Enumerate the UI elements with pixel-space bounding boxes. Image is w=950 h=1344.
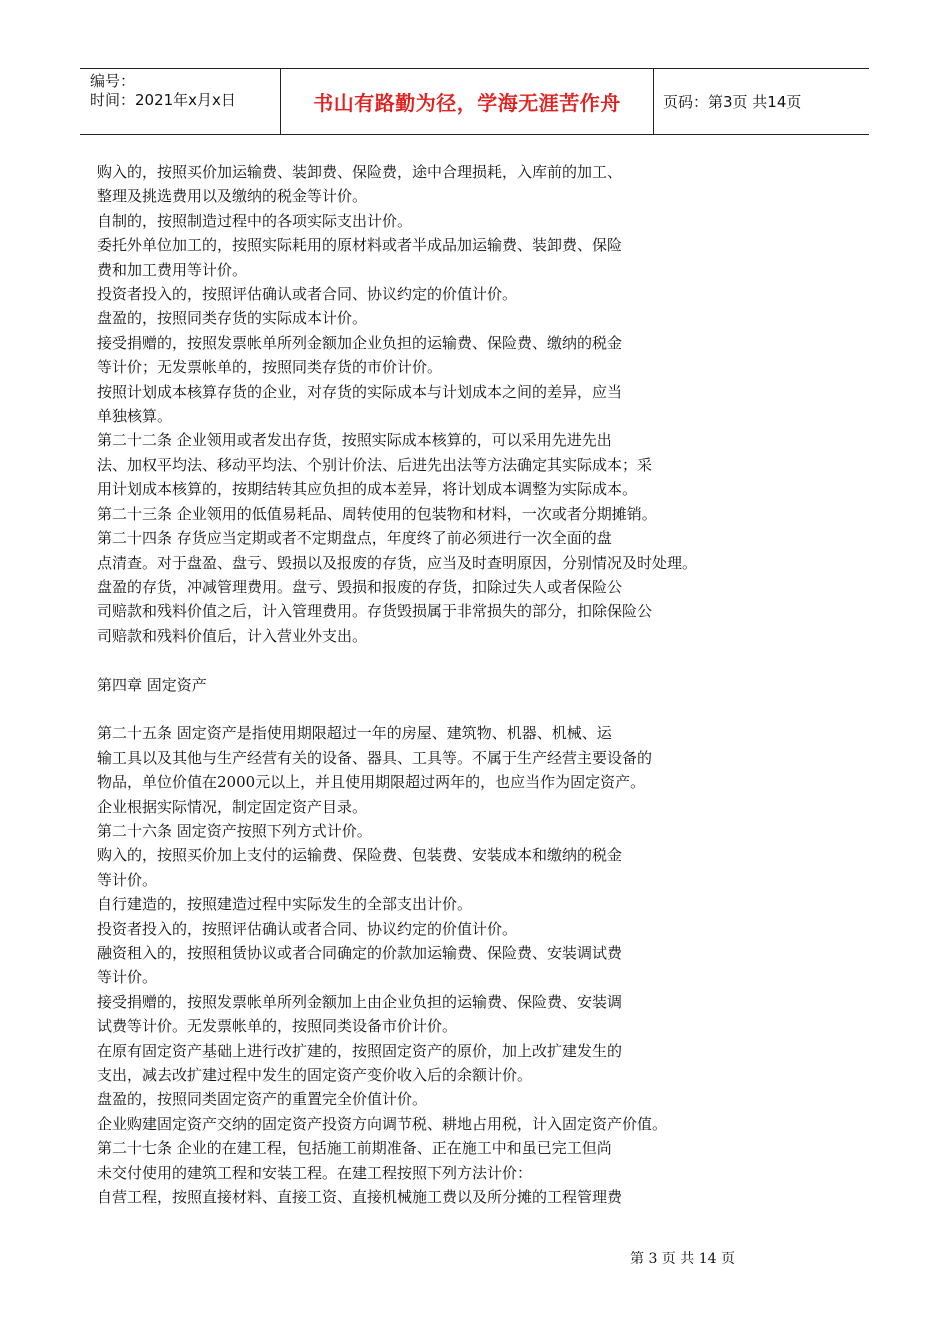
header-motto-cell [281, 69, 654, 134]
document-number-label: 编号： [90, 72, 136, 90]
text-line: 法、加权平均法、移动平均法、个别计价法、后进先出法等方法确定其实际成本；采 [97, 455, 653, 474]
text-line: 未交付使用的建筑工程和安装工程。在建工程按照下列方法计价： [97, 1163, 533, 1182]
document-body [97, 160, 777, 1209]
text-line: 盘盈的存货，冲减管理费用。盘亏、毁损和报废的存货，扣除过失人或者保险公 [97, 577, 623, 596]
text-line: 投资者投入的，按照评估确认或者合同、协议约定的价值计价。 [97, 919, 518, 938]
text-line: 第二十三条 企业领用的低值易耗品、周转使用的包装物和材料，一次或者分期摊销。 [97, 504, 657, 523]
text-line: 企业购建固定资产交纳的固定资产投资方向调节税、耕地占用税，计入固定资产价值。 [97, 1114, 668, 1133]
text-line: 第二十五条 固定资产是指使用期限超过一年的房屋、建筑物、机器、机械、运 [97, 724, 612, 743]
header-page-info: 页码：第3页 共14页 [663, 93, 802, 111]
text-line: 盘盈的，按照同类固定资产的重置完全价值计价。 [97, 1090, 428, 1109]
text-line: 司赔款和残料价值之后，计入管理费用。存货毁损属于非常损失的部分，扣除保险公 [97, 602, 653, 621]
text-line: 购入的，按照买价加运输费、装卸费、保险费，途中合理损耗，入库前的加工、 [97, 163, 623, 181]
text-line: 自营工程，按照直接材料、直接工资、直接机械施工费以及所分摊的工程管理费 [97, 1188, 623, 1207]
document-header [80, 68, 869, 135]
text-line: 购入的，按照买价加上支付的运输费、保险费、包装费、安装成本和缴纳的税金 [97, 846, 623, 865]
text-line: 接受捐赠的，按照发票帐单所列金额加企业负担的运输费、保险费、缴纳的税金 [97, 333, 623, 352]
text-line: 等计价。 [97, 870, 158, 889]
text-line: 第二十二条 企业领用或者发出存货，按照实际成本核算的，可以采用先进先出 [97, 431, 612, 450]
header-page-cell [654, 69, 869, 134]
text-line: 等计价；无发票帐单的，按照同类存货的市价计价。 [97, 358, 443, 377]
header-motto: 书山有路勤为径，学海无涯苦作舟 [313, 91, 621, 115]
text-line: 试费等计价。无发票帐单的，按照同类设备市价计价。 [97, 1017, 458, 1036]
text-line: 输工具以及其他与生产经营有关的设备、器具、工具等。不属于生产经营主要设备的 [97, 748, 653, 767]
chapter-heading: 第四章 固定资产 [97, 675, 207, 694]
text-line: 在原有固定资产基础上进行改扩建的，按照固定资产的原价，加上改扩建发生的 [97, 1041, 623, 1060]
text-line: 企业根据实际情况，制定固定资产目录。 [97, 797, 368, 816]
document-time-label: 时间：2021年x月x日 [90, 91, 236, 109]
blank-line [97, 697, 777, 721]
text-line: 支出，减去改扩建过程中发生的固定资产变价收入后的余额计价。 [97, 1066, 533, 1084]
text-line: 用计划成本核算的，按期结转其应负担的成本差异，将计划成本调整为实际成本。 [97, 480, 638, 499]
text-line: 第二十四条 存货应当定期或者不定期盘点，年度终了前必须进行一次全面的盘 [97, 529, 612, 548]
text-line: 自制的，按照制造过程中的各项实际支出计价。 [97, 211, 413, 230]
blank-line [97, 648, 777, 672]
text-line: 司赔款和残料价值后，计入营业外支出。 [97, 626, 368, 645]
text-line: 第二十六条 固定资产按照下列方式计价。 [97, 821, 372, 840]
header-meta-cell [80, 69, 281, 134]
text-line: 单独核算。 [97, 407, 173, 426]
text-line: 盘盈的，按照同类存货的实际成本计价。 [97, 309, 368, 328]
text-line: 融资租入的，按照租赁协议或者合同确定的价款加运输费、保险费、安装调试费 [97, 943, 623, 962]
text-line: 点清查。对于盘盈、盘亏、毁损以及报废的存货，应当及时查明原因，分别情况及时处理。 [97, 553, 698, 572]
text-line: 按照计划成本核算存货的企业，对存货的实际成本与计划成本之间的差异，应当 [97, 382, 623, 401]
text-line: 费和加工费用等计价。 [97, 260, 248, 279]
page-footer: 第 3 页 共 14 页 [630, 1251, 735, 1267]
text-line: 接受捐赠的，按照发票帐单所列金额加上由企业负担的运输费、保险费、安装调 [97, 992, 623, 1011]
text-line: 自行建造的，按照建造过程中实际发生的全部支出计价。 [97, 895, 473, 914]
text-line: 第二十七条 企业的在建工程，包括施工前期准备、正在施工中和虽已完工但尚 [97, 1139, 612, 1158]
text-line: 物品，单位价值在2000元以上，并且使用期限超过两年的，也应当作为固定资产。 [97, 773, 646, 792]
text-line: 投资者投入的，按照评估确认或者合同、协议约定的价值计价。 [97, 285, 518, 304]
text-line: 整理及挑选费用以及缴纳的税金等计价。 [97, 187, 368, 206]
text-line: 委托外单位加工的，按照实际耗用的原材料或者半成品加运输费、装卸费、保险 [97, 236, 623, 255]
text-line: 等计价。 [97, 968, 158, 987]
